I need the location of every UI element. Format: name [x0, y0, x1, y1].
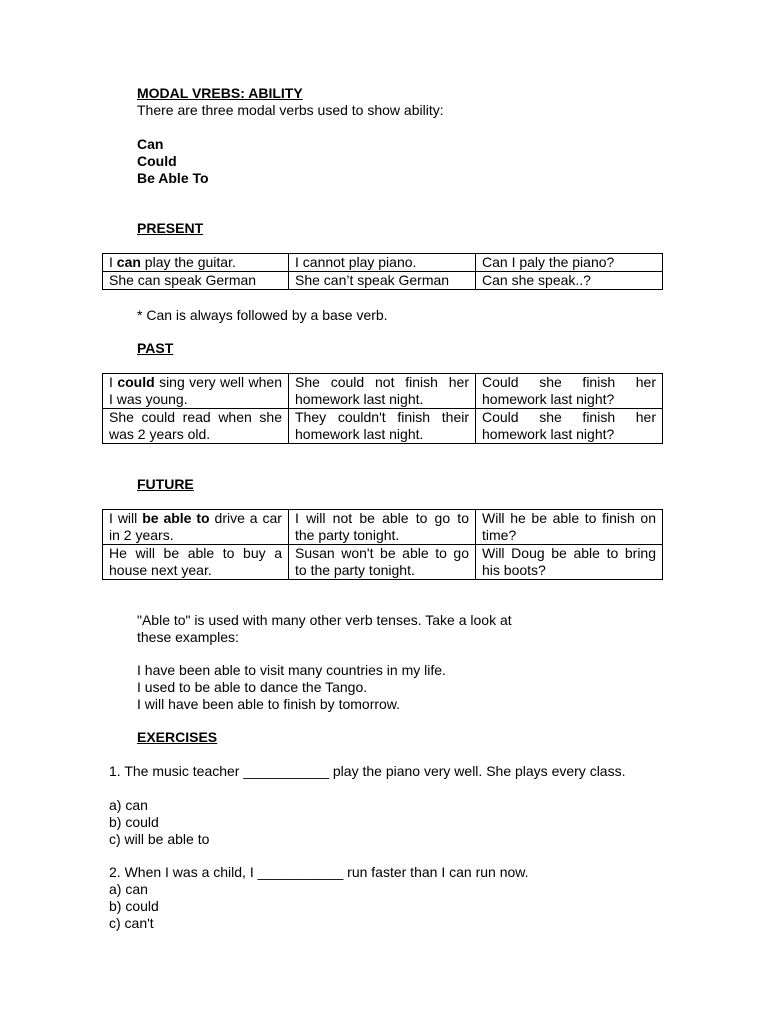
- present-table: [102, 253, 663, 290]
- table-cell: I cannot play piano.: [289, 254, 476, 272]
- table-row: [103, 545, 663, 580]
- table-cell: Could she finish her homework last night?: [476, 374, 663, 409]
- table-cell: Could she finish her homework last night?: [476, 409, 663, 444]
- emphasis-text: can: [116, 254, 141, 270]
- intro-text: There are three modal verbs used to show ability:: [137, 102, 444, 118]
- table-cell: I will be able to drive a car in 2 years.: [103, 510, 289, 545]
- table-cell: Can she speak..?: [476, 272, 663, 290]
- page-title: MODAL VREBS: ABILITY: [137, 85, 303, 101]
- table-row: [103, 374, 663, 409]
- able-to-paragraph-line-1: "Able to" is used with many other verb tenses. Take a look at: [137, 612, 512, 628]
- table-row: [103, 272, 663, 290]
- emphasis-text: be able to: [142, 510, 210, 526]
- future-table: [102, 509, 663, 580]
- table-cell: She could not finish her homework last night.: [289, 374, 476, 409]
- answer-option: b) could: [109, 898, 159, 914]
- emphasis-text: could: [117, 374, 155, 390]
- table-cell: She can speak German: [103, 272, 289, 290]
- table-cell: Will Doug be able to bring his boots?: [476, 545, 663, 580]
- answer-option: c) can't: [109, 915, 154, 931]
- answer-option: c) will be able to: [109, 831, 210, 847]
- table-cell: I will not be able to go to the party tonight.: [289, 510, 476, 545]
- table-cell: Susan won't be able to go to the party tonight.: [289, 545, 476, 580]
- table-cell: He will be able to buy a house next year.: [103, 545, 289, 580]
- present-heading: PRESENT: [137, 220, 204, 236]
- table-cell: She could read when she was 2 years old.: [103, 409, 289, 444]
- table-row: [103, 254, 663, 272]
- future-heading: FUTURE: [137, 476, 194, 492]
- example-sentence: I have been able to visit many countries in my life.: [137, 662, 446, 678]
- table-cell: I can play the guitar.: [103, 254, 289, 272]
- exercise-question-2: 2. When I was a child, I ___________ run faster than I can run now.: [109, 864, 529, 880]
- modal-can: Can: [137, 136, 164, 152]
- past-table: [102, 373, 663, 444]
- answer-option: b) could: [109, 814, 159, 830]
- table-row: [103, 510, 663, 545]
- exercise-question-1: 1. The music teacher ___________ play the piano very well. She plays every class.: [109, 763, 626, 779]
- example-sentence: I will have been able to finish by tomorrow.: [137, 696, 401, 712]
- table-cell: They couldn't finish their homework last night.: [289, 409, 476, 444]
- answer-option: a) can: [109, 797, 148, 813]
- modal-could: Could: [137, 153, 177, 169]
- answer-option: a) can: [109, 881, 148, 897]
- modal-be-able-to: Be Able To: [137, 170, 209, 186]
- example-sentence: I used to be able to dance the Tango.: [137, 679, 368, 695]
- table-cell: I could sing very well when I was young.: [103, 374, 289, 409]
- table-row: [103, 409, 663, 444]
- table-cell: Will he be able to finish on time?: [476, 510, 663, 545]
- able-to-paragraph-line-2: these examples:: [137, 629, 239, 645]
- present-note: * Can is always followed by a base verb.: [137, 307, 388, 323]
- table-cell: She can’t speak German: [289, 272, 476, 290]
- table-cell: Can I paly the piano?: [476, 254, 663, 272]
- exercises-heading: EXERCISES: [137, 729, 218, 745]
- past-heading: PAST: [137, 340, 174, 356]
